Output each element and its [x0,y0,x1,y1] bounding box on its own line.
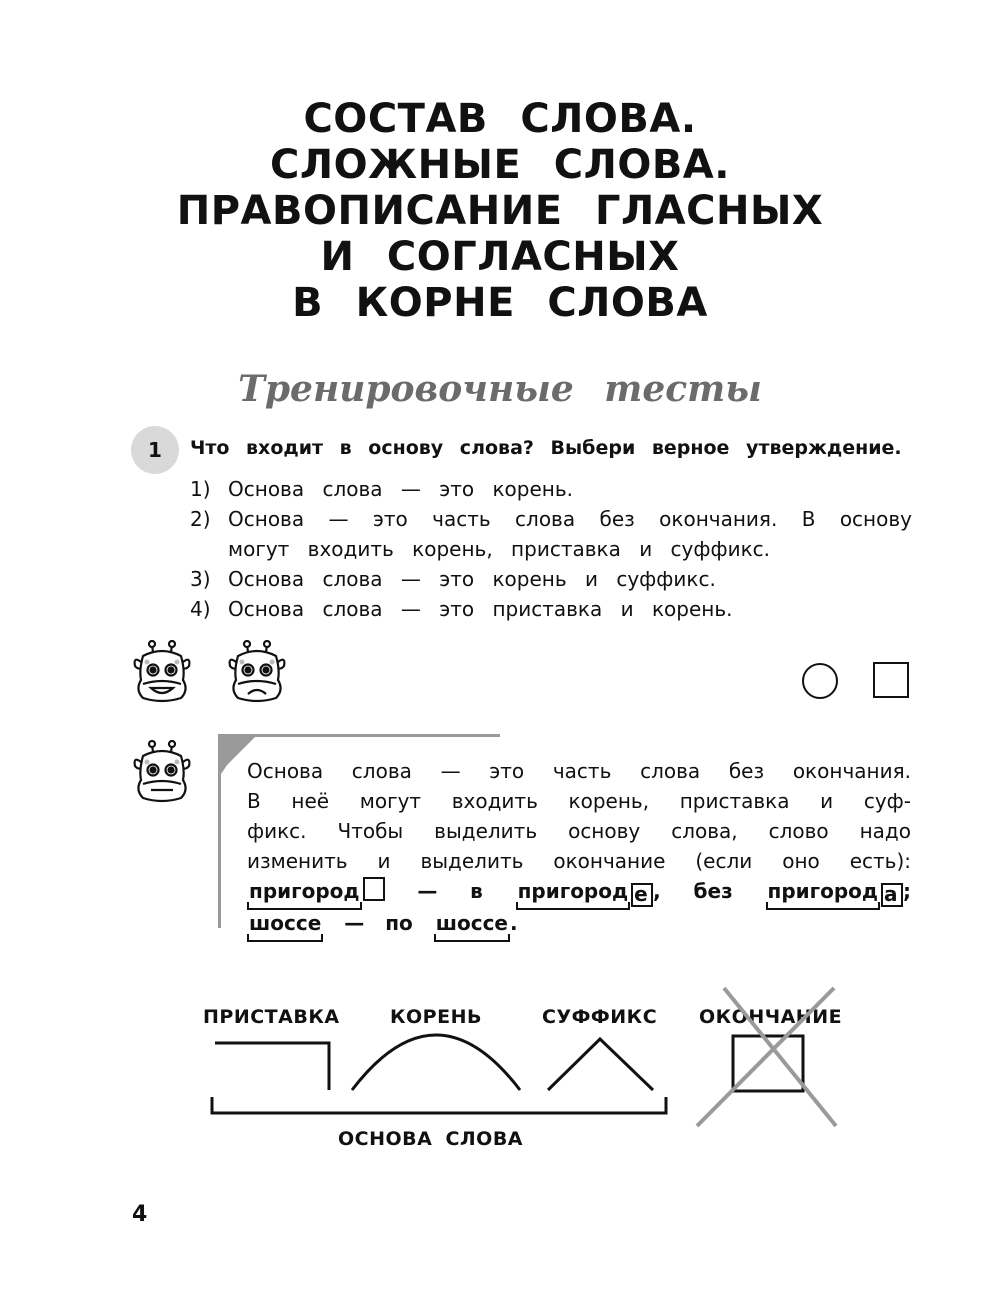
rule-example-line: пригород — в пригород е , без пригород а ; [247,876,911,908]
diagram-label-suffix: СУФФИКС [542,1006,658,1028]
giraffe-sad-icon [226,640,288,704]
word-stem: пригород [516,876,631,908]
diagram-label-root: КОРЕНЬ [390,1006,482,1028]
task-number-badge: 1 [131,426,179,474]
answer-option[interactable] [190,564,912,594]
answer-text: Основа — это часть слова без окончания. В основу [228,507,912,531]
title-line: В КОРНЕ СЛОВА [292,280,708,326]
answer-option[interactable] [190,504,912,534]
title-line: ПРАВОПИСАНИЕ ГЛАСНЫХ [176,188,824,234]
suffix-mark [548,1039,653,1090]
giraffe-neutral-icon [131,740,193,804]
rule-line: фикс. Чтобы выделить основу слова, слово надо [247,819,911,843]
title-line: СЛОЖНЫЕ СЛОВА. [270,142,730,188]
page-number: 4 [132,1202,148,1227]
example-word [766,876,904,908]
answer-text: могут входить корень, приставка и суффикс. [228,537,771,561]
page-title [0,96,1000,326]
answer-number: 4) [190,597,211,621]
task-question: Что входит в основу слова? Выбери верное утверждение. [190,437,902,459]
ending-mark [733,1036,803,1091]
section-subtitle: Тренировочные тесты [238,368,762,410]
root-mark [352,1035,520,1090]
answer-text: Основа слова — это приставка и корень. [228,597,733,621]
example-word [247,876,385,908]
example-punct: ; [903,879,912,903]
rule-line: изменить и выделить окончание (если оно есть): [247,849,911,873]
word-stem: пригород [766,876,881,908]
answer-square-box[interactable] [873,662,909,698]
rule-example-line [247,908,911,940]
answer-number: 1) [190,477,211,501]
stem-bracket [212,1097,666,1113]
word-stem: шоссе [434,908,510,940]
word-ending: е [631,883,653,907]
answer-number: 3) [190,567,211,591]
example-word [247,908,323,940]
rule-line: В неё могут входить корень, приставка и суф- [247,789,911,813]
word-stem: шоссе [247,908,323,940]
giraffe-happy-icon [131,640,193,704]
answer-option[interactable] [190,594,912,624]
rule-line: Основа слова — это часть слова без окончания. [247,759,911,783]
answer-option-continuation [190,534,912,564]
rule-box [247,756,911,940]
answer-text: Основа слова — это корень. [228,477,573,501]
title-line: СОСТАВ СЛОВА. [303,96,697,142]
example-punct: . [510,911,518,935]
diagram-label-stem: ОСНОВА СЛОВА [338,1128,524,1150]
answer-number: 2) [190,507,211,531]
word-ending: а [881,883,903,907]
example-connector: без [693,879,733,903]
answer-option[interactable] [190,474,912,504]
word-ending [363,877,385,901]
answer-list [190,474,912,624]
title-line: И СОГЛАСНЫХ [320,234,680,280]
diagram-label-prefix: ПРИСТАВКА [203,1006,340,1028]
word-stem: пригород [247,876,362,908]
example-word [434,908,510,940]
example-connector: — в [417,879,483,903]
example-connector: — по [344,911,413,935]
diagram-label-ending: ОКОНЧАНИЕ [699,1006,843,1028]
answer-circle-box[interactable] [802,663,838,699]
prefix-mark [215,1043,329,1090]
answer-text: Основа слова — это корень и суффикс. [228,567,716,591]
example-word [516,876,654,908]
